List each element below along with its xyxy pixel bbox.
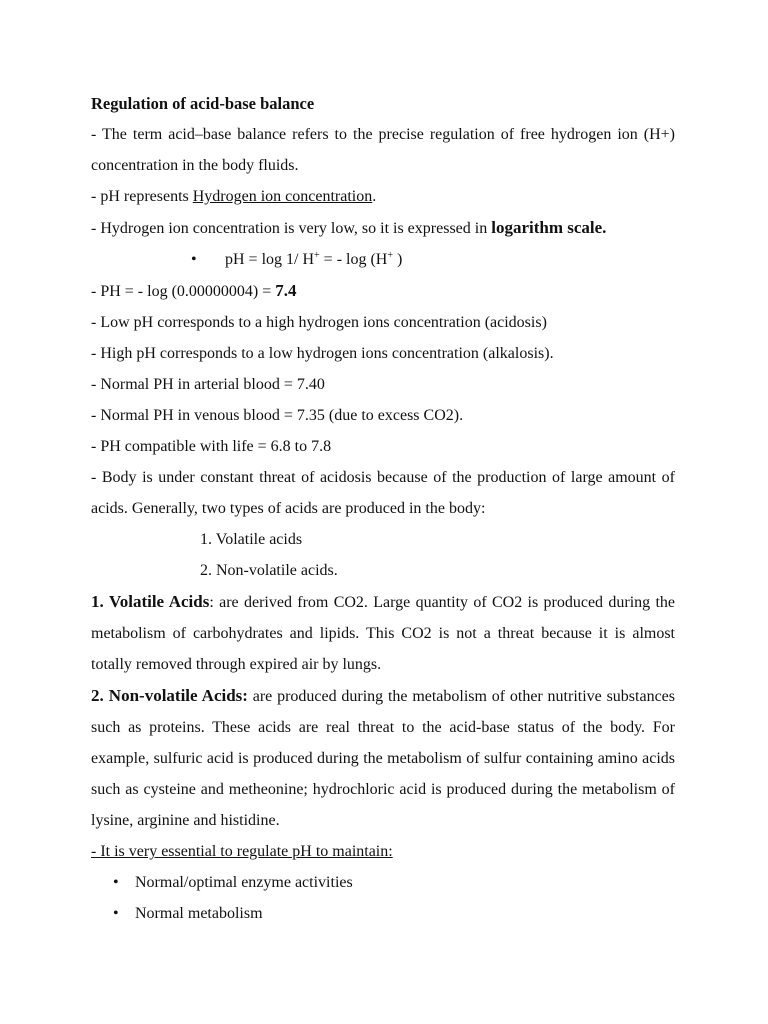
formula-superscript-1: + (314, 250, 320, 261)
ph-definition-prefix: - pH represents (91, 188, 193, 205)
nonvolatile-acids-heading: 2. Non-volatile Acids: (91, 686, 248, 705)
bullet-dot: • (113, 874, 119, 891)
ph-formula (91, 244, 675, 275)
formula-part-2: = - log (H (319, 251, 388, 268)
text-line: - Normal PH in venous blood = 7.35 (due to excess CO2). (91, 407, 464, 424)
formula-part-1: pH = log 1/ H (225, 251, 315, 268)
text-line: - Normal PH in arterial blood = 7.40 (91, 376, 325, 393)
ph-calculation-line (91, 275, 675, 307)
volatile-acids-paragraph (91, 586, 675, 680)
bullet-dot: • (113, 905, 119, 922)
acid-type-item: 1. Volatile acids (200, 531, 303, 548)
text-line: - High pH corresponds to a low hydrogen ions concentration (alkalosis). (91, 345, 554, 362)
acid-type-item: 2. Non-volatile acids. (200, 562, 338, 579)
volatile-acids-heading: 1. Volatile Acids (91, 592, 210, 611)
essential-heading (91, 836, 675, 867)
nonvolatile-acids-text: are produced during the metabolism of other nutritive substances such as proteins. These acids are real threat to the acid-base status of the body. For example, sulfuric acid is produced during the metabolism of sulfur containing amino acids such as cysteine and metheonine; hydrochloric acid is produced during the metabolism of lysine, arginine and histidine. (91, 688, 675, 829)
document-page (91, 88, 675, 929)
list-item (113, 867, 675, 898)
acids-paragraph: - Body is under constant threat of acidosis because of the production of large amount of acids. Generally, two types of acids are produced in the body: (91, 469, 675, 517)
list-item-text: Normal/optimal enzyme activities (135, 874, 353, 891)
formula-part-3: ) (393, 251, 403, 268)
list-item (113, 898, 675, 929)
ph-definition-line (91, 181, 675, 212)
logarithm-line (91, 212, 675, 244)
essential-list (91, 867, 675, 929)
essential-heading-text: - It is very essential to regulate pH to maintain: (91, 843, 393, 860)
text-line: - Low pH corresponds to a high hydrogen ions concentration (acidosis) (91, 314, 547, 331)
formula-superscript-2: + (387, 250, 393, 261)
ph-calculation-prefix: - PH = - log (0.00000004) = (91, 283, 276, 300)
logarithm-prefix: - Hydrogen ion concentration is very low, so it is expressed in (91, 220, 492, 237)
formula-bullet: • (191, 251, 197, 268)
ph-calculation-value: 7.4 (275, 281, 297, 300)
intro-paragraph: - The term acid–base balance refers to the precise regulation of free hydrogen ion (H+) concentration in the body fluids. (91, 126, 675, 174)
volatile-acids-text: : are derived from CO2. Large quantity of CO2 is produced during the metabolism of carbohydrates and lipids. This CO2 is not a threat because it is almost totally removed through expired air by lungs. (91, 594, 676, 673)
text-line: - PH compatible with life = 6.8 to 7.8 (91, 438, 332, 455)
document-title: Regulation of acid-base balance (91, 94, 315, 113)
nonvolatile-acids-paragraph (91, 680, 675, 836)
list-item-text: Normal metabolism (135, 905, 263, 922)
ph-definition-suffix: . (372, 188, 377, 205)
logarithm-scale-text: logarithm scale. (491, 218, 607, 237)
hydrogen-ion-concentration-link: Hydrogen ion concentration (192, 188, 373, 205)
